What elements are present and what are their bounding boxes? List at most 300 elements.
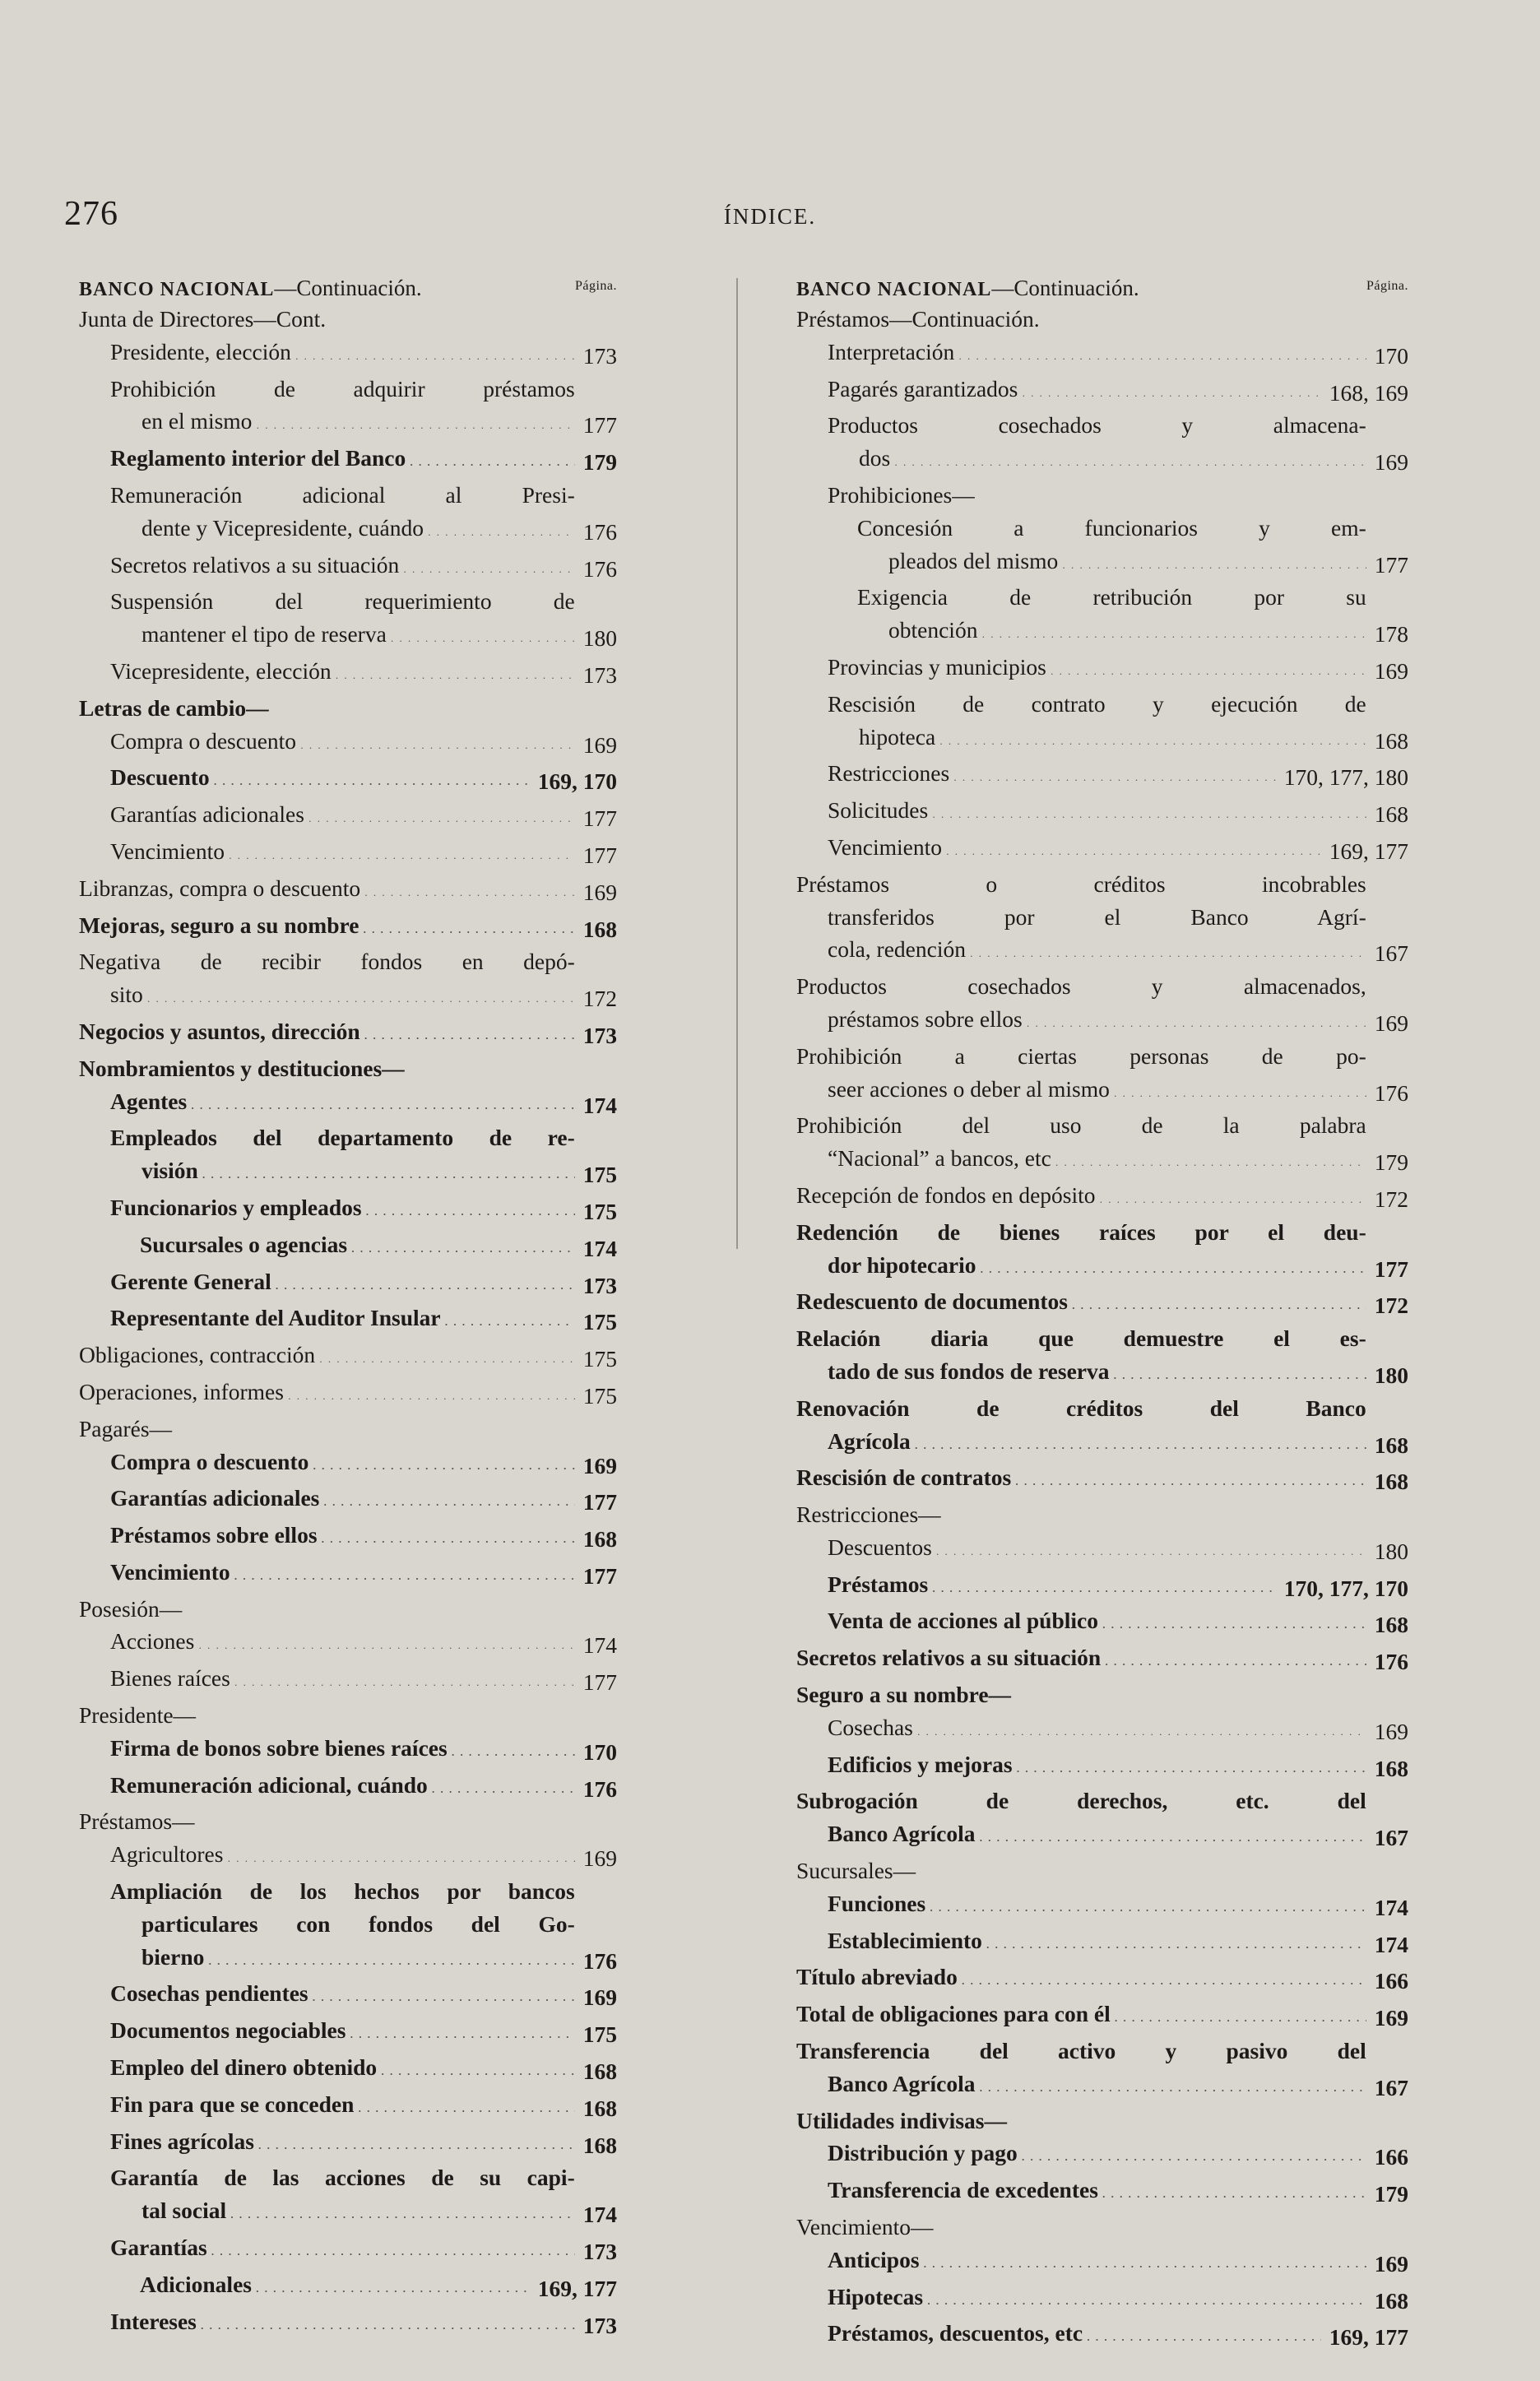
- entry-line: Relación diaria que demuestre el es-: [796, 1325, 1366, 1352]
- index-entry: [796, 688, 1408, 758]
- index-entry: [796, 1498, 1408, 1531]
- index-entry: [79, 1699, 617, 1732]
- index-entry: [79, 442, 617, 479]
- entry-line: Subrogación de derechos, etc. del: [796, 1788, 1366, 1814]
- entry-page-ref: 180: [1374, 1362, 1408, 1388]
- index-entry: [796, 2281, 1408, 2318]
- index-entry: [79, 2305, 617, 2342]
- entry-line: Sucursales o agencias . . .: [140, 1228, 575, 1265]
- entry-line: Descuento . . .: [110, 761, 530, 798]
- entry-term: [796, 1461, 1366, 1498]
- entry-page-ref: 175: [582, 1198, 617, 1224]
- entry-line: Representante del Auditor Insular . . .: [110, 1302, 575, 1339]
- index-column-right: [796, 272, 1408, 2354]
- entry-line: Posesión—: [79, 1595, 183, 1622]
- entry-line: préstamos sobre ellos . . .: [796, 1003, 1366, 1040]
- entry-line: pleados del mismo . . .: [857, 545, 1366, 582]
- entry-line: Préstamos o créditos incobrables: [796, 870, 1366, 897]
- index-entry: [79, 549, 617, 586]
- entry-term: [110, 1625, 575, 1662]
- entry-page-ref: 174: [582, 1092, 617, 1118]
- entry-term: [796, 1179, 1366, 1216]
- index-entry: [796, 1285, 1408, 1322]
- entry-line: Título abreviado . . .: [796, 1961, 1366, 1998]
- entry-line: tado de sus fondos de reserva . . .: [796, 1355, 1366, 1392]
- entry-term: [110, 549, 575, 586]
- entry-term: [110, 2051, 575, 2088]
- entry-page-ref: 174: [1374, 1931, 1408, 1957]
- entry-line: Negativa de recibir fondos en depó-: [79, 949, 575, 975]
- entry-term: [79, 692, 617, 725]
- index-entry: [79, 1085, 617, 1122]
- entry-term: [110, 798, 575, 835]
- entry-line: Bienes raíces . . .: [110, 1662, 575, 1699]
- entry-line: Transferencia del activo y pasivo del: [796, 2038, 1366, 2064]
- entry-page-ref: 167: [1374, 1825, 1408, 1851]
- entry-page-ref: 169: [1374, 657, 1408, 684]
- entry-line: Funciones . . .: [828, 1887, 1366, 1924]
- entry-term: [857, 512, 1366, 582]
- entry-page-ref: 175: [582, 1162, 617, 1188]
- entry-term: [796, 1854, 1408, 1887]
- index-entry: [79, 2014, 617, 2051]
- entry-line: Garantía de las acciones de su capi-: [110, 2165, 575, 2191]
- entry-term: [828, 373, 1321, 410]
- index-entry: [796, 1568, 1408, 1605]
- entry-line: Interpretación . . .: [828, 336, 1366, 373]
- entry-term: [110, 1838, 575, 1875]
- entry-line: Vencimiento—: [796, 2214, 934, 2240]
- index-entry: [79, 1732, 617, 1769]
- entry-line: Prohibiciones—: [828, 481, 975, 508]
- index-entry: [79, 692, 617, 725]
- entry-line: Garantías adicionales . . .: [110, 1482, 575, 1519]
- entry-line: Seguro a su nombre—: [796, 1682, 1012, 1708]
- index-entry: [796, 373, 1408, 410]
- entry-term: [828, 1748, 1366, 1785]
- entry-line: Letras de cambio—: [79, 694, 269, 721]
- index-entry: [796, 1216, 1408, 1286]
- entry-line: Agrícola . . .: [796, 1425, 1366, 1462]
- entry-term: [110, 1191, 575, 1228]
- entry-page-ref: 168: [1374, 727, 1408, 754]
- entry-term: [110, 1732, 575, 1769]
- entry-line: Recepción de fondos en depósito . . .: [796, 1179, 1366, 1216]
- entry-term: [828, 651, 1366, 688]
- entry-page-ref: 168: [1374, 1755, 1408, 1781]
- entry-term: [110, 1662, 575, 1699]
- entry-term: [796, 970, 1366, 1040]
- header-title: BANCO NACIONAL: [796, 279, 992, 300]
- entry-line: Distribución y pago . . .: [828, 2137, 1366, 2174]
- index-entry: [796, 868, 1408, 970]
- entry-term: [796, 303, 1408, 336]
- index-entry: [79, 1625, 617, 1662]
- entry-line: Productos cosechados y almacena-: [828, 412, 1366, 439]
- entry-term: [796, 1998, 1366, 2035]
- entry-term: [796, 2035, 1366, 2105]
- entry-page-ref: 169: [582, 1984, 617, 2011]
- entry-term: [110, 2125, 575, 2162]
- entry-page-ref: 174: [582, 2202, 617, 2228]
- header-continuation: —Continuación.: [991, 276, 1139, 300]
- entry-line: transferidos por el Banco Agrí-: [828, 903, 1366, 930]
- index-entry: [79, 655, 617, 692]
- entry-page-ref: 177: [582, 412, 617, 439]
- index-entry: [796, 2105, 1408, 2137]
- index-column-left: [79, 272, 617, 2342]
- index-entry: [79, 1446, 617, 1483]
- index-entry: [79, 1838, 617, 1875]
- index-entry: [796, 581, 1408, 651]
- index-entry: [79, 1121, 617, 1191]
- entry-term: [79, 1593, 617, 1626]
- entry-line: Vencimiento . . .: [110, 1556, 575, 1593]
- entry-line: Cosechas . . .: [828, 1711, 1366, 1748]
- entry-line: dor hipotecario . . .: [796, 1249, 1366, 1286]
- index-entry: [79, 373, 617, 443]
- entry-term: [796, 2105, 1408, 2137]
- entry-line: Firma de bonos sobre bienes raíces . . .: [110, 1732, 575, 1769]
- entry-term: [110, 655, 575, 692]
- index-entry: [79, 945, 617, 1015]
- entry-line: Nombramientos y destituciones—: [79, 1055, 405, 1081]
- entry-line: Secretos relativos a su situación . . .: [110, 549, 575, 586]
- index-entry: [79, 1662, 617, 1699]
- entry-line: Acciones . . .: [110, 1625, 575, 1662]
- index-entry: [796, 303, 1408, 336]
- entry-line: Compra o descuento . . .: [110, 725, 575, 762]
- entry-page-ref: 169, 170: [537, 768, 617, 795]
- entry-term: [796, 1392, 1366, 1462]
- index-entry: [79, 585, 617, 655]
- index-entry: [79, 2268, 617, 2305]
- entry-line: Restricciones—: [796, 1501, 941, 1528]
- entry-line: “Nacional” a bancos, etc . . .: [796, 1142, 1366, 1179]
- index-entry: [796, 1392, 1408, 1462]
- entry-term: [79, 1339, 575, 1376]
- entry-page-ref: 179: [1374, 2181, 1408, 2207]
- entry-page-ref: 170: [1374, 342, 1408, 369]
- index-entry: [79, 1052, 617, 1085]
- entry-page-ref: 176: [582, 518, 617, 545]
- entry-term: [110, 725, 575, 762]
- index-entry: [79, 1228, 617, 1265]
- entry-line: Rescisión de contrato y ejecución de: [828, 690, 1366, 717]
- entry-line: Banco Agrícola . . .: [796, 2068, 1366, 2105]
- index-entry: [79, 835, 617, 872]
- entry-line: Vencimiento . . .: [828, 831, 1321, 868]
- index-entry: [796, 409, 1408, 479]
- entry-term: [796, 1040, 1366, 1110]
- index-entry: [79, 1875, 617, 1977]
- entry-page-ref: 169: [582, 1452, 617, 1478]
- entry-line: Adicionales . . .: [140, 2268, 530, 2305]
- entry-line: Productos cosechados y almacenados,: [796, 973, 1366, 1000]
- entry-line: Negocios y asuntos, dirección . . .: [79, 1015, 575, 1052]
- entry-line: tal social . . .: [110, 2194, 575, 2231]
- index-entry: [796, 1748, 1408, 1785]
- entry-term: [110, 835, 575, 872]
- entry-line: Libranzas, compra o descuento . . .: [79, 872, 575, 909]
- entry-page-ref: 177: [1374, 1255, 1408, 1282]
- entry-page-ref: 169, 177: [537, 2275, 617, 2301]
- entry-line: Hipotecas . . .: [828, 2281, 1366, 2318]
- entry-page-ref: 169, 177: [1329, 2324, 1408, 2351]
- entry-line: Banco Agrícola . . .: [796, 1817, 1366, 1854]
- index-entry: [79, 761, 617, 798]
- entry-line: dente y Vicepresidente, cuándo . . .: [110, 512, 575, 549]
- entry-line: mantener el tipo de reserva . . .: [110, 618, 575, 655]
- index-entry: [79, 479, 617, 549]
- entry-term: [110, 1446, 575, 1483]
- entry-term: [110, 479, 575, 549]
- entry-term: [110, 373, 575, 443]
- index-entry: [796, 651, 1408, 688]
- entry-page-ref: 177: [582, 842, 617, 868]
- entry-page-ref: 170, 177, 180: [1283, 764, 1408, 791]
- entry-line: bierno . . .: [110, 1941, 575, 1978]
- entry-term: [828, 1568, 1276, 1605]
- entry-page-ref: 166: [1374, 1968, 1408, 1994]
- entry-page-ref: 177: [582, 1669, 617, 1696]
- index-entry: [79, 1265, 617, 1302]
- entry-page-ref: 178: [1374, 621, 1408, 647]
- entry-page-ref: 179: [582, 449, 617, 476]
- entry-term: [796, 1678, 1408, 1711]
- entry-term: [79, 1699, 617, 1732]
- index-entries: [796, 303, 1408, 2354]
- entry-line: Empleo del dinero obtenido . . .: [110, 2051, 575, 2088]
- entry-line: Préstamos—Continuación.: [796, 306, 1040, 332]
- entry-line: Edificios y mejoras . . .: [828, 1748, 1366, 1785]
- entry-term: [828, 1924, 1366, 1961]
- entry-line: Presidente—: [79, 1702, 197, 1729]
- index-entry: [79, 798, 617, 835]
- entry-line: Anticipos . . .: [828, 2244, 1366, 2281]
- entry-line: Cosechas pendientes . . .: [110, 1977, 575, 2014]
- entry-term: [828, 1711, 1366, 1748]
- entry-page-ref: 173: [582, 342, 617, 369]
- entry-page-ref: 167: [1374, 940, 1408, 967]
- entry-term: [79, 1376, 575, 1413]
- entry-line: Préstamos sobre ellos . . .: [110, 1519, 575, 1556]
- entry-term: [796, 1216, 1366, 1286]
- entry-page-ref: 172: [1374, 1186, 1408, 1212]
- entry-line: Descuentos . . .: [828, 1531, 1366, 1568]
- index-entry: [796, 1785, 1408, 1854]
- entry-line: Prohibición del uso de la palabra: [796, 1112, 1366, 1139]
- entry-page-ref: 169: [1374, 2005, 1408, 2031]
- index-entry: [796, 2244, 1408, 2281]
- index-entry: [79, 1556, 617, 1593]
- column-header: [79, 272, 617, 303]
- entry-line: Provincias y municipios . . .: [828, 651, 1366, 688]
- entry-line: Solicitudes . . .: [828, 794, 1366, 831]
- index-entry: [79, 1339, 617, 1376]
- entry-term: [79, 945, 575, 1015]
- index-entry: [796, 757, 1408, 794]
- entry-term: [140, 1228, 575, 1265]
- entry-page-ref: 173: [582, 2312, 617, 2338]
- entry-line: Total de obligaciones para con él . . .: [796, 1998, 1366, 2035]
- entry-page-ref: 175: [582, 1346, 617, 1372]
- entry-line: Agricultores . . .: [110, 1838, 575, 1875]
- index-entry: [796, 1711, 1408, 1748]
- entry-line: Utilidades indivisas—: [796, 2107, 1007, 2133]
- entry-term: [828, 409, 1366, 479]
- entry-page-ref: 169: [1374, 1718, 1408, 1744]
- entry-page-ref: 166: [1374, 2144, 1408, 2170]
- entry-page-ref: 169: [1374, 1009, 1408, 1036]
- entry-page-ref: 177: [582, 1489, 617, 1515]
- entry-page-ref: 169: [582, 1845, 617, 1872]
- running-head: ÍNDICE.: [723, 204, 817, 229]
- entry-term: [110, 1085, 575, 1122]
- entry-page-ref: 176: [582, 1947, 617, 1974]
- entry-page-ref: 176: [582, 1775, 617, 1802]
- header-page-label: Página.: [1366, 279, 1408, 293]
- index-entry: [79, 909, 617, 946]
- entry-page-ref: 168: [1374, 801, 1408, 828]
- entry-page-ref: 169: [1374, 449, 1408, 476]
- entry-page-ref: 174: [582, 1632, 617, 1659]
- entry-line: Mejoras, seguro a su nombre . . .: [79, 909, 575, 946]
- index-entry: [796, 2137, 1408, 2174]
- entry-line: Rescisión de contratos . . .: [796, 1461, 1366, 1498]
- header-page-label: Página.: [574, 279, 617, 293]
- index-entries: [79, 303, 617, 2342]
- entry-page-ref: 180: [1374, 1538, 1408, 1564]
- entry-line: obtención . . .: [857, 614, 1366, 651]
- entry-page-ref: 168: [582, 916, 617, 942]
- entry-page-ref: 172: [582, 986, 617, 1012]
- entry-line: hipoteca . . .: [828, 721, 1366, 758]
- entry-term: [796, 868, 1366, 970]
- index-entry: [79, 872, 617, 909]
- entry-term: [828, 2281, 1366, 2318]
- entry-line: Garantías adicionales . . .: [110, 798, 575, 835]
- entry-term: [828, 1887, 1366, 1924]
- entry-line: seer acciones o deber al mismo . . .: [796, 1073, 1366, 1110]
- entry-page-ref: 173: [582, 1022, 617, 1048]
- entry-line: Redescuento de documentos . . .: [796, 1285, 1366, 1322]
- entry-term: [828, 2137, 1366, 2174]
- entry-term: [110, 1556, 575, 1593]
- entry-term: [796, 1785, 1366, 1854]
- entry-term: [828, 1531, 1366, 1568]
- entry-term: [857, 581, 1366, 651]
- entry-line: Prohibición de adquirir préstamos: [110, 375, 575, 401]
- index-entry: [796, 970, 1408, 1040]
- entry-line: Préstamos, descuentos, etc . . .: [828, 2317, 1321, 2354]
- entry-term: [796, 2211, 1408, 2244]
- entry-term: [79, 1413, 617, 1446]
- entry-page-ref: 179: [1374, 1149, 1408, 1176]
- entry-term: [110, 2014, 575, 2051]
- index-entry: [79, 2088, 617, 2125]
- entry-page-ref: 175: [582, 2021, 617, 2048]
- entry-line: Concesión a funcionarios y em-: [857, 514, 1366, 541]
- entry-page-ref: 174: [1374, 1894, 1408, 1920]
- entry-line: visión . . .: [110, 1154, 575, 1191]
- entry-term: [796, 1498, 1408, 1531]
- index-entry: [796, 512, 1408, 582]
- entry-line: Secretos relativos a su situación . . .: [796, 1641, 1366, 1678]
- entry-line: Vicepresidente, elección . . .: [110, 655, 575, 692]
- entry-line: Presidente, elección . . .: [110, 336, 575, 373]
- entry-line: Operaciones, informes . . .: [79, 1376, 575, 1413]
- index-entry: [79, 725, 617, 762]
- entry-line: Pagarés garantizados . . .: [828, 373, 1321, 410]
- index-entry: [796, 2035, 1408, 2105]
- entry-term: [79, 909, 575, 946]
- entry-page-ref: 168: [1374, 2287, 1408, 2314]
- index-entry: [796, 1461, 1408, 1498]
- entry-term: [110, 2231, 575, 2268]
- entry-term: [110, 1265, 575, 1302]
- entry-line: Garantías . . .: [110, 2231, 575, 2268]
- entry-page-ref: 173: [582, 661, 617, 688]
- entry-page-ref: 170, 177, 170: [1283, 1575, 1408, 1601]
- index-entry: [79, 2161, 617, 2231]
- index-entry: [796, 831, 1408, 868]
- entry-term: [796, 1641, 1366, 1678]
- entry-line: Pagarés—: [79, 1415, 173, 1441]
- entry-page-ref: 168: [582, 2058, 617, 2085]
- entry-line: Restricciones . . .: [828, 757, 1276, 794]
- entry-line: Fines agrícolas . . .: [110, 2125, 575, 2162]
- entry-line: Obligaciones, contracción . . .: [79, 1339, 575, 1376]
- entry-page-ref: 168: [582, 2132, 617, 2158]
- entry-term: [110, 585, 575, 655]
- index-entry: [796, 1109, 1408, 1179]
- entry-page-ref: 175: [582, 1309, 617, 1335]
- entry-line: Préstamos . . .: [828, 1568, 1276, 1605]
- index-entry: [79, 1593, 617, 1626]
- index-entry: [79, 2125, 617, 2162]
- entry-line: Compra o descuento . . .: [110, 1446, 575, 1483]
- index-entry: [796, 1641, 1408, 1678]
- entry-line: Documentos negociables . . .: [110, 2014, 575, 2051]
- index-entry: [796, 1887, 1408, 1924]
- entry-term: [828, 336, 1366, 373]
- entry-term: [796, 1285, 1366, 1322]
- index-entry: [79, 1015, 617, 1052]
- index-entry: [79, 1376, 617, 1413]
- entry-term: [828, 2174, 1366, 2211]
- entry-page-ref: 177: [582, 805, 617, 832]
- entry-line: Junta de Directores—Cont.: [79, 306, 327, 332]
- entry-page-ref: 167: [1374, 2074, 1408, 2100]
- entry-term: [110, 442, 575, 479]
- entry-line: Transferencia de excedentes . . .: [828, 2174, 1366, 2211]
- entry-term: [110, 1769, 575, 1806]
- entry-line: Venta de acciones al público . . .: [828, 1604, 1366, 1641]
- entry-term: [828, 2317, 1321, 2354]
- entry-page-ref: 177: [582, 1562, 617, 1589]
- entry-page-ref: 169, 177: [1329, 838, 1408, 864]
- entry-page-ref: 176: [582, 555, 617, 582]
- index-entry: [79, 1977, 617, 2014]
- entry-term: [79, 1015, 575, 1052]
- entry-page-ref: 169: [582, 879, 617, 905]
- entry-term: [828, 2244, 1366, 2281]
- index-entry: [796, 1322, 1408, 1392]
- index-entry: [796, 1924, 1408, 1961]
- entry-term: [828, 479, 1408, 512]
- entry-term: [796, 1961, 1366, 1998]
